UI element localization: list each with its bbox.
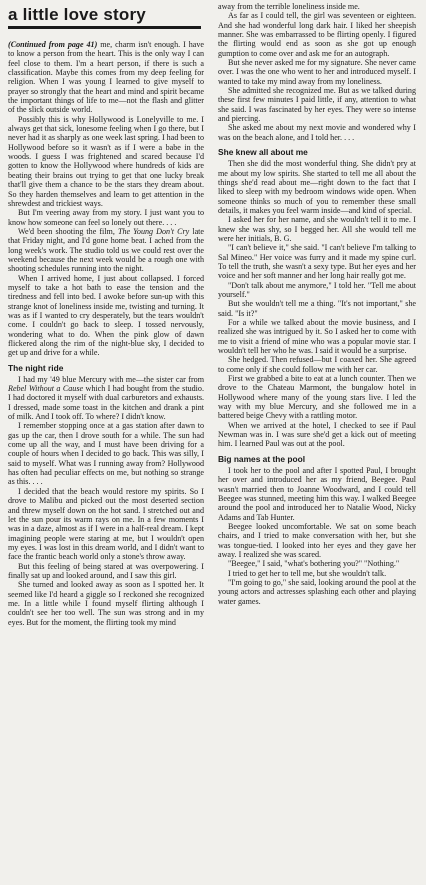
paragraph: She admitted she recognized me. But as we talked during these first few minutes I paid little, if any, attention to what she said. I was fascinated by her eyes. They were so intense and piercing. (218, 86, 416, 124)
paragraph: I remember stopping once at a gas station after dawn to gas up the car, then I drove south for a while. The sun had come up all the way, and I must have been driving for a couple of hours when I decided to go back. This was silly, I said to myself. What was I running away from? Hollywood has often had peculiar effects on me, but nothing so strange as this. . . . (8, 421, 204, 487)
paragraph-text: which I had bought from the studio. I had doctored it myself with dual carburetors and exhausts. I dressed, made some toast in the kitchen and drank a pint of milk. And I took off. To where? I didn't know. (8, 384, 204, 422)
title-rule (8, 26, 201, 29)
section-heading: The night ride (8, 362, 64, 373)
paragraph: I tried to get her to tell me, but she wouldn't talk. (228, 568, 387, 578)
paragraph: She asked me about my next movie and wondered why I was on the beach alone, and I told her. . . . (218, 123, 416, 142)
paragraph: I took her to the pool and after I spotted Paul, I brought her over and introduced her as my friend, Beegee. Paul wasn't married then to Joanne Woodward, and I could tell Beegee was stunned, meeting him this way. I walked Beegee around the pool and introduced her to Natalie Wood, Nicky Adams and Tab Hunter. (218, 465, 416, 522)
paragraph: But this feeling of being stared at was overpowering. I finally sat up and looked around, and I saw this girl. (8, 561, 204, 580)
paragraph: Beegee looked uncomfortable. We sat on some beach chairs, and I tried to make conversation with her, but she was tongue-tied. I looked into her eyes and they gave her away. I realized she was scared. (218, 521, 416, 559)
paragraph: As far as I could tell, the girl was seventeen or eighteen. And she had wonderful long dark hair. I liked her sheepish manner. She was embarrassed to be flirting openly. I figured the flirting would end as soon as she got up enough gumption to come over and ask me for an autograph. (218, 11, 416, 58)
paragraph: I asked her for her name, and she wouldn't tell it to me. I knew she was shy, so I begged her. All she would tell me were her initials, B. G. (218, 215, 416, 243)
film-title: The Young Don't Cry (117, 226, 190, 236)
paragraph (8, 375, 204, 422)
paragraph: away from the terrible loneliness inside me. (218, 2, 360, 11)
article-title: a little love story (8, 5, 146, 24)
paragraph: "I can't believe it," she said. "I can't believe I'm talking to Sal Mineo." Her voice was furry and it made my spine curl. To tell the truth, she wasn't a sexy type. But her eyes and her voice and her soft manner and her long hair really got me. (218, 243, 416, 281)
paragraph: "Don't talk about me anymore," I told her. "Tell me about yourself." (218, 280, 416, 299)
paragraph: But she wouldn't tell me a thing. "It's not important," she said. "Is it?" (218, 299, 416, 318)
paragraph: She turned and looked away as soon as I spotted her. It seemed like I'd heard a giggle so I reckoned she recognized me. In a little while I found myself flirting although I couldn't see her too well. The sun was strong and in my eyes. But for the moment, the flirting took my mind (8, 580, 204, 627)
paragraph: But I'm veering away from my story. I just want you to know how someone can feel so lonely out there. . . . (8, 208, 204, 227)
paragraph: When I arrived home, I just about collapsed. I forced myself to take a hot bath to ease the tension and the tiredness and fell into bed. I awoke before sun-up with this strange knot of loneliness inside me, twisting and turning. It was as if I wanted to cry desperately, but the tears wouldn't come. I couldn't go back to sleep. I tossed nervously, wondering what to do. When the pink glow of dawn flickered along the rim of the night-blue sky, I decided to get up and drive for a while. (8, 273, 204, 358)
paragraph (8, 227, 204, 274)
section-heading: Big names at the pool (218, 453, 306, 464)
paragraph: First we grabbed a bite to eat at a lunch counter. Then we drove to the Chateau Marmont, the bungalow hotel in Hollywood where many of the young stars live. I led the way with my blue Mercury, and she followed me in a battered beige Chevy with a rattling motor. (218, 374, 416, 421)
paragraph: I decided that the beach would restore my spirits. So I drove to Malibu and picked out the most deserted section and threw myself down on the hot sand. I stretched out and let the sun pour its warm rays on me. In a few moments I was in a daze, almost as if I were in a half-real dream. I kept imagining people were staring at me, but I wouldn't open my eyes. I was lost in this dream world, and I didn't want to face the frantic beach world only a stone's throw away. (8, 486, 204, 562)
paragraph-text: late that Friday night, and I'd gone home beat. I ached from the long week's work. The studio told us we could rest over the weekend because the next week would be a rough one with shooting schedules running into the night. (8, 226, 205, 274)
paragraph: When we arrived at the hotel, I checked to see if Paul Newman was in. I was sure she'd get a kick out of meeting him. I learned Paul was out at the pool. (218, 420, 416, 449)
paragraph-text: We'd been shooting the film, (18, 226, 118, 236)
paragraph: Possibly this is why Hollywood is Lonelyville to me. I always get that sick, lonesome feeling when I go there, but I never had it as sharply as one week last spring. I had been to Hollywood before so it wasn't as if I were a babe in the woods. I guess I was frightened and scared because I'd gotten to know the Hollywood where hundreds of kids are beating their brains out trying to get that one lucky break that'll give them a chance to be the stars they dream about. So they harden themselves and learn to get attention in the shrewdest and trickiest ways. (8, 114, 204, 208)
right-column (218, 2, 416, 606)
paragraph: Then she did the most wonderful thing. She didn't pry at me about my low spirits. She started to tell me all about the things she'd read about me—right down to the fact that I liked to sleep with my bedroom windows wide open. When someone thinks so much of you to remember these small details, it makes you feel warm inside—and kind of special. (218, 159, 416, 215)
paragraph: But she never asked me for my signature. She never came over. I was the one who went to her and introduced myself. I wanted to take my mind away from my loneliness. (218, 58, 416, 86)
continued-note: (Continued from page 41) (8, 40, 98, 49)
film-title: Rebel Without a Cause (8, 384, 84, 394)
paragraph: "Beegee," I said, "what's bothering you?" "Nothing." (228, 559, 400, 569)
paragraph: For a while we talked about the movie business, and I realized she was intrigued by it. So I asked her to come with me to visit a friend of mine who was a popular movie star. I wouldn't tell her who he was. I said it would be a surprise. (218, 318, 416, 356)
left-column (8, 40, 204, 627)
section-heading: She knew all about me (218, 147, 308, 158)
paragraph-text: I had my '49 blue Mercury with me—the sister car from (18, 374, 204, 384)
paragraph-text: me, charm isn't enough. I have to know a person from the heart. This is the only way I can feel close to them. I'm a heart person, if there is such a classification. Maybe this comes from my deep feeling for religion. When I was young I learned to give myself to prayer so strongly that the heart and mind and spirit became the important things of life to me—not the flash and glitter of the slick outside world. (8, 40, 204, 115)
paragraph: She hedged. Then refused—but I coaxed her. She agreed to come only if she could follow me with her car. (218, 355, 416, 374)
paragraph (8, 40, 204, 115)
paragraph: "I'm going to go," she said, looking around the pool at the young actors and actresses splashing each other and playing water games. (218, 577, 416, 606)
